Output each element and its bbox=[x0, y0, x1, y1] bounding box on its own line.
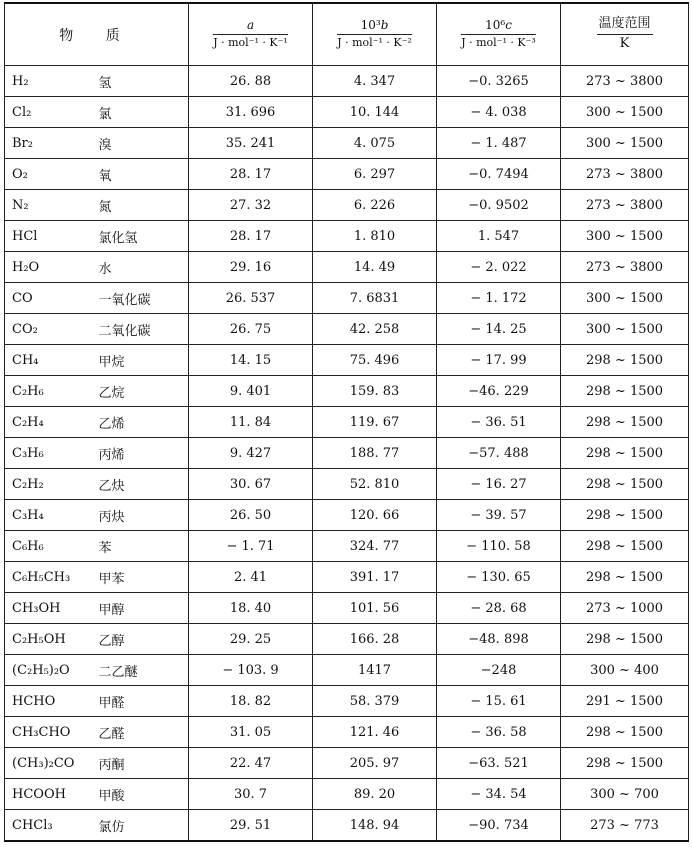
c-value-cell: − 28. 68 bbox=[437, 593, 561, 624]
a-value-cell: 35. 241 bbox=[189, 128, 313, 159]
header-c-unit: J · mol⁻¹ · K⁻³ bbox=[461, 36, 536, 50]
table-row bbox=[5, 376, 689, 407]
c-value-cell: − 2. 022 bbox=[437, 252, 561, 283]
formula-cell: C₂H₅OH bbox=[5, 624, 97, 655]
c-value-cell: −0. 3265 bbox=[437, 66, 561, 97]
name-cell: 甲醇 bbox=[97, 593, 189, 624]
header-c bbox=[437, 3, 561, 66]
name-cell: 一氧化碳 bbox=[97, 283, 189, 314]
formula-cell: HCl bbox=[5, 221, 97, 252]
temperature-range-cell: 298 ~ 1500 bbox=[561, 562, 689, 593]
c-value-cell: − 17. 99 bbox=[437, 345, 561, 376]
b-value-cell: 10. 144 bbox=[313, 97, 437, 128]
c-value-cell: − 39. 57 bbox=[437, 500, 561, 531]
temperature-range-cell: 300 ~ 1500 bbox=[561, 314, 689, 345]
name-cell: 甲苯 bbox=[97, 562, 189, 593]
table-row bbox=[5, 562, 689, 593]
formula-cell: HCHO bbox=[5, 686, 97, 717]
a-value-cell: 28. 17 bbox=[189, 221, 313, 252]
name-cell: 水 bbox=[97, 252, 189, 283]
name-cell: 氧 bbox=[97, 159, 189, 190]
b-value-cell: 6. 226 bbox=[313, 190, 437, 221]
a-value-cell: 27. 32 bbox=[189, 190, 313, 221]
c-value-cell: − 34. 54 bbox=[437, 779, 561, 810]
b-value-cell: 120. 66 bbox=[313, 500, 437, 531]
header-b bbox=[313, 3, 437, 66]
table-row bbox=[5, 686, 689, 717]
a-value-cell: 11. 84 bbox=[189, 407, 313, 438]
temperature-range-cell: 300 ~ 700 bbox=[561, 779, 689, 810]
formula-cell: O₂ bbox=[5, 159, 97, 190]
a-value-cell: 29. 51 bbox=[189, 810, 313, 842]
c-value-cell: − 4. 038 bbox=[437, 97, 561, 128]
b-value-cell: 42. 258 bbox=[313, 314, 437, 345]
b-value-cell: 101. 56 bbox=[313, 593, 437, 624]
header-b-symbol: b bbox=[380, 17, 389, 32]
table-row bbox=[5, 97, 689, 128]
table-row bbox=[5, 66, 689, 97]
b-value-cell: 119. 67 bbox=[313, 407, 437, 438]
name-cell: 丙炔 bbox=[97, 500, 189, 531]
b-value-cell: 6. 297 bbox=[313, 159, 437, 190]
temperature-range-cell: 298 ~ 1500 bbox=[561, 345, 689, 376]
a-value-cell: 22. 47 bbox=[189, 748, 313, 779]
table-row bbox=[5, 221, 689, 252]
a-value-cell: 26. 75 bbox=[189, 314, 313, 345]
temperature-range-cell: 291 ~ 1500 bbox=[561, 686, 689, 717]
name-cell: 氯化氢 bbox=[97, 221, 189, 252]
table-row bbox=[5, 438, 689, 469]
a-value-cell: − 1. 71 bbox=[189, 531, 313, 562]
table-row bbox=[5, 407, 689, 438]
table-row bbox=[5, 531, 689, 562]
b-value-cell: 89. 20 bbox=[313, 779, 437, 810]
formula-cell: (CH₃)₂CO bbox=[5, 748, 97, 779]
name-cell: 乙醇 bbox=[97, 624, 189, 655]
b-value-cell: 75. 496 bbox=[313, 345, 437, 376]
table-row bbox=[5, 469, 689, 500]
b-value-cell: 148. 94 bbox=[313, 810, 437, 842]
c-value-cell: 1. 547 bbox=[437, 221, 561, 252]
formula-cell: CHCl₃ bbox=[5, 810, 97, 842]
a-value-cell: 30. 67 bbox=[189, 469, 313, 500]
name-cell: 苯 bbox=[97, 531, 189, 562]
temperature-range-cell: 273 ~ 3800 bbox=[561, 190, 689, 221]
formula-cell: C₂H₄ bbox=[5, 407, 97, 438]
formula-cell: CO₂ bbox=[5, 314, 97, 345]
name-cell: 二乙醚 bbox=[97, 655, 189, 686]
temperature-range-cell: 298 ~ 1500 bbox=[561, 407, 689, 438]
temperature-range-cell: 273 ~ 773 bbox=[561, 810, 689, 842]
table-row bbox=[5, 779, 689, 810]
table-row bbox=[5, 810, 689, 842]
table-row bbox=[5, 314, 689, 345]
name-cell: 甲酸 bbox=[97, 779, 189, 810]
b-value-cell: 58. 379 bbox=[313, 686, 437, 717]
b-value-cell: 166. 28 bbox=[313, 624, 437, 655]
c-value-cell: − 36. 58 bbox=[437, 717, 561, 748]
header-a-unit: J · mol⁻¹ · K⁻¹ bbox=[213, 36, 288, 50]
name-cell: 二氧化碳 bbox=[97, 314, 189, 345]
header-substance-label: 物 质 bbox=[59, 27, 134, 44]
a-value-cell: 31. 05 bbox=[189, 717, 313, 748]
a-value-cell: 18. 82 bbox=[189, 686, 313, 717]
formula-cell: C₆H₆ bbox=[5, 531, 97, 562]
temperature-range-cell: 298 ~ 1500 bbox=[561, 624, 689, 655]
table-row bbox=[5, 345, 689, 376]
formula-cell: C₆H₅CH₃ bbox=[5, 562, 97, 593]
temperature-range-cell: 298 ~ 1500 bbox=[561, 469, 689, 500]
a-value-cell: 26. 537 bbox=[189, 283, 313, 314]
temperature-range-cell: 300 ~ 1500 bbox=[561, 97, 689, 128]
header-a-symbol: a bbox=[246, 17, 255, 32]
formula-cell: H₂ bbox=[5, 66, 97, 97]
c-value-cell: −63. 521 bbox=[437, 748, 561, 779]
temperature-range-cell: 273 ~ 1000 bbox=[561, 593, 689, 624]
formula-cell: Cl₂ bbox=[5, 97, 97, 128]
b-value-cell: 52. 810 bbox=[313, 469, 437, 500]
b-value-cell: 4. 347 bbox=[313, 66, 437, 97]
temperature-range-cell: 300 ~ 1500 bbox=[561, 221, 689, 252]
c-value-cell: −248 bbox=[437, 655, 561, 686]
heat-capacity-table-wrapper bbox=[4, 2, 688, 842]
c-value-cell: − 14. 25 bbox=[437, 314, 561, 345]
b-value-cell: 4. 075 bbox=[313, 128, 437, 159]
a-value-cell: 9. 427 bbox=[189, 438, 313, 469]
table-row bbox=[5, 593, 689, 624]
table-row bbox=[5, 717, 689, 748]
formula-cell: C₂H₂ bbox=[5, 469, 97, 500]
temperature-range-cell: 298 ~ 1500 bbox=[561, 531, 689, 562]
c-value-cell: −0. 9502 bbox=[437, 190, 561, 221]
c-value-cell: −0. 7494 bbox=[437, 159, 561, 190]
a-value-cell: 9. 401 bbox=[189, 376, 313, 407]
name-cell: 丙酮 bbox=[97, 748, 189, 779]
formula-cell: C₂H₆ bbox=[5, 376, 97, 407]
table-row bbox=[5, 283, 689, 314]
b-value-cell: 205. 97 bbox=[313, 748, 437, 779]
b-value-cell: 1. 810 bbox=[313, 221, 437, 252]
table-row bbox=[5, 128, 689, 159]
b-value-cell: 7. 6831 bbox=[313, 283, 437, 314]
name-cell: 乙炔 bbox=[97, 469, 189, 500]
temperature-range-cell: 300 ~ 400 bbox=[561, 655, 689, 686]
header-row bbox=[5, 3, 689, 66]
a-value-cell: 29. 16 bbox=[189, 252, 313, 283]
c-value-cell: − 1. 172 bbox=[437, 283, 561, 314]
formula-cell: HCOOH bbox=[5, 779, 97, 810]
formula-cell: (C₂H₅)₂O bbox=[5, 655, 97, 686]
name-cell: 甲醛 bbox=[97, 686, 189, 717]
formula-cell: CH₃OH bbox=[5, 593, 97, 624]
temperature-range-cell: 298 ~ 1500 bbox=[561, 717, 689, 748]
a-value-cell: 31. 696 bbox=[189, 97, 313, 128]
formula-cell: C₃H₄ bbox=[5, 500, 97, 531]
a-value-cell: 14. 15 bbox=[189, 345, 313, 376]
temperature-range-cell: 298 ~ 1500 bbox=[561, 438, 689, 469]
c-value-cell: − 36. 51 bbox=[437, 407, 561, 438]
temperature-range-cell: 273 ~ 3800 bbox=[561, 159, 689, 190]
header-c-coef: 10⁶ bbox=[485, 17, 506, 32]
name-cell: 乙烷 bbox=[97, 376, 189, 407]
header-range bbox=[561, 3, 689, 66]
table-row bbox=[5, 624, 689, 655]
b-value-cell: 1417 bbox=[313, 655, 437, 686]
name-cell: 乙醛 bbox=[97, 717, 189, 748]
a-value-cell: 30. 7 bbox=[189, 779, 313, 810]
a-value-cell: 2. 41 bbox=[189, 562, 313, 593]
name-cell: 氯 bbox=[97, 97, 189, 128]
b-value-cell: 14. 49 bbox=[313, 252, 437, 283]
name-cell: 氯仿 bbox=[97, 810, 189, 842]
a-value-cell: 18. 40 bbox=[189, 593, 313, 624]
table-body bbox=[5, 66, 689, 842]
formula-cell: C₃H₆ bbox=[5, 438, 97, 469]
header-b-coef: 10³ bbox=[360, 17, 381, 32]
formula-cell: CH₄ bbox=[5, 345, 97, 376]
header-range-unit: K bbox=[619, 36, 630, 51]
table-row bbox=[5, 500, 689, 531]
name-cell: 溴 bbox=[97, 128, 189, 159]
b-value-cell: 121. 46 bbox=[313, 717, 437, 748]
temperature-range-cell: 298 ~ 1500 bbox=[561, 500, 689, 531]
formula-cell: Br₂ bbox=[5, 128, 97, 159]
heat-capacity-table bbox=[4, 2, 689, 842]
a-value-cell: 29. 25 bbox=[189, 624, 313, 655]
a-value-cell: − 103. 9 bbox=[189, 655, 313, 686]
temperature-range-cell: 273 ~ 3800 bbox=[561, 252, 689, 283]
c-value-cell: − 1. 487 bbox=[437, 128, 561, 159]
b-value-cell: 188. 77 bbox=[313, 438, 437, 469]
a-value-cell: 26. 88 bbox=[189, 66, 313, 97]
name-cell: 氢 bbox=[97, 66, 189, 97]
temperature-range-cell: 298 ~ 1500 bbox=[561, 748, 689, 779]
b-value-cell: 324. 77 bbox=[313, 531, 437, 562]
c-value-cell: − 130. 65 bbox=[437, 562, 561, 593]
b-value-cell: 159. 83 bbox=[313, 376, 437, 407]
table-row bbox=[5, 252, 689, 283]
b-value-cell: 391. 17 bbox=[313, 562, 437, 593]
table-row bbox=[5, 748, 689, 779]
name-cell: 氮 bbox=[97, 190, 189, 221]
formula-cell: CO bbox=[5, 283, 97, 314]
c-value-cell: − 110. 58 bbox=[437, 531, 561, 562]
formula-cell: H₂O bbox=[5, 252, 97, 283]
temperature-range-cell: 300 ~ 1500 bbox=[561, 283, 689, 314]
a-value-cell: 28. 17 bbox=[189, 159, 313, 190]
name-cell: 丙烯 bbox=[97, 438, 189, 469]
header-range-label: 温度范围 bbox=[597, 17, 653, 35]
formula-cell: CH₃CHO bbox=[5, 717, 97, 748]
header-b-unit: J · mol⁻¹ · K⁻² bbox=[337, 36, 412, 50]
header-c-symbol: c bbox=[505, 17, 512, 32]
c-value-cell: −90. 734 bbox=[437, 810, 561, 842]
temperature-range-cell: 298 ~ 1500 bbox=[561, 376, 689, 407]
temperature-range-cell: 273 ~ 3800 bbox=[561, 66, 689, 97]
c-value-cell: − 16. 27 bbox=[437, 469, 561, 500]
a-value-cell: 26. 50 bbox=[189, 500, 313, 531]
name-cell: 甲烷 bbox=[97, 345, 189, 376]
header-substance bbox=[5, 3, 189, 66]
formula-cell: N₂ bbox=[5, 190, 97, 221]
name-cell: 乙烯 bbox=[97, 407, 189, 438]
table-row bbox=[5, 159, 689, 190]
c-value-cell: −48. 898 bbox=[437, 624, 561, 655]
temperature-range-cell: 300 ~ 1500 bbox=[561, 128, 689, 159]
table-row bbox=[5, 655, 689, 686]
header-a bbox=[189, 3, 313, 66]
c-value-cell: −57. 488 bbox=[437, 438, 561, 469]
table-row bbox=[5, 190, 689, 221]
c-value-cell: − 15. 61 bbox=[437, 686, 561, 717]
c-value-cell: −46. 229 bbox=[437, 376, 561, 407]
